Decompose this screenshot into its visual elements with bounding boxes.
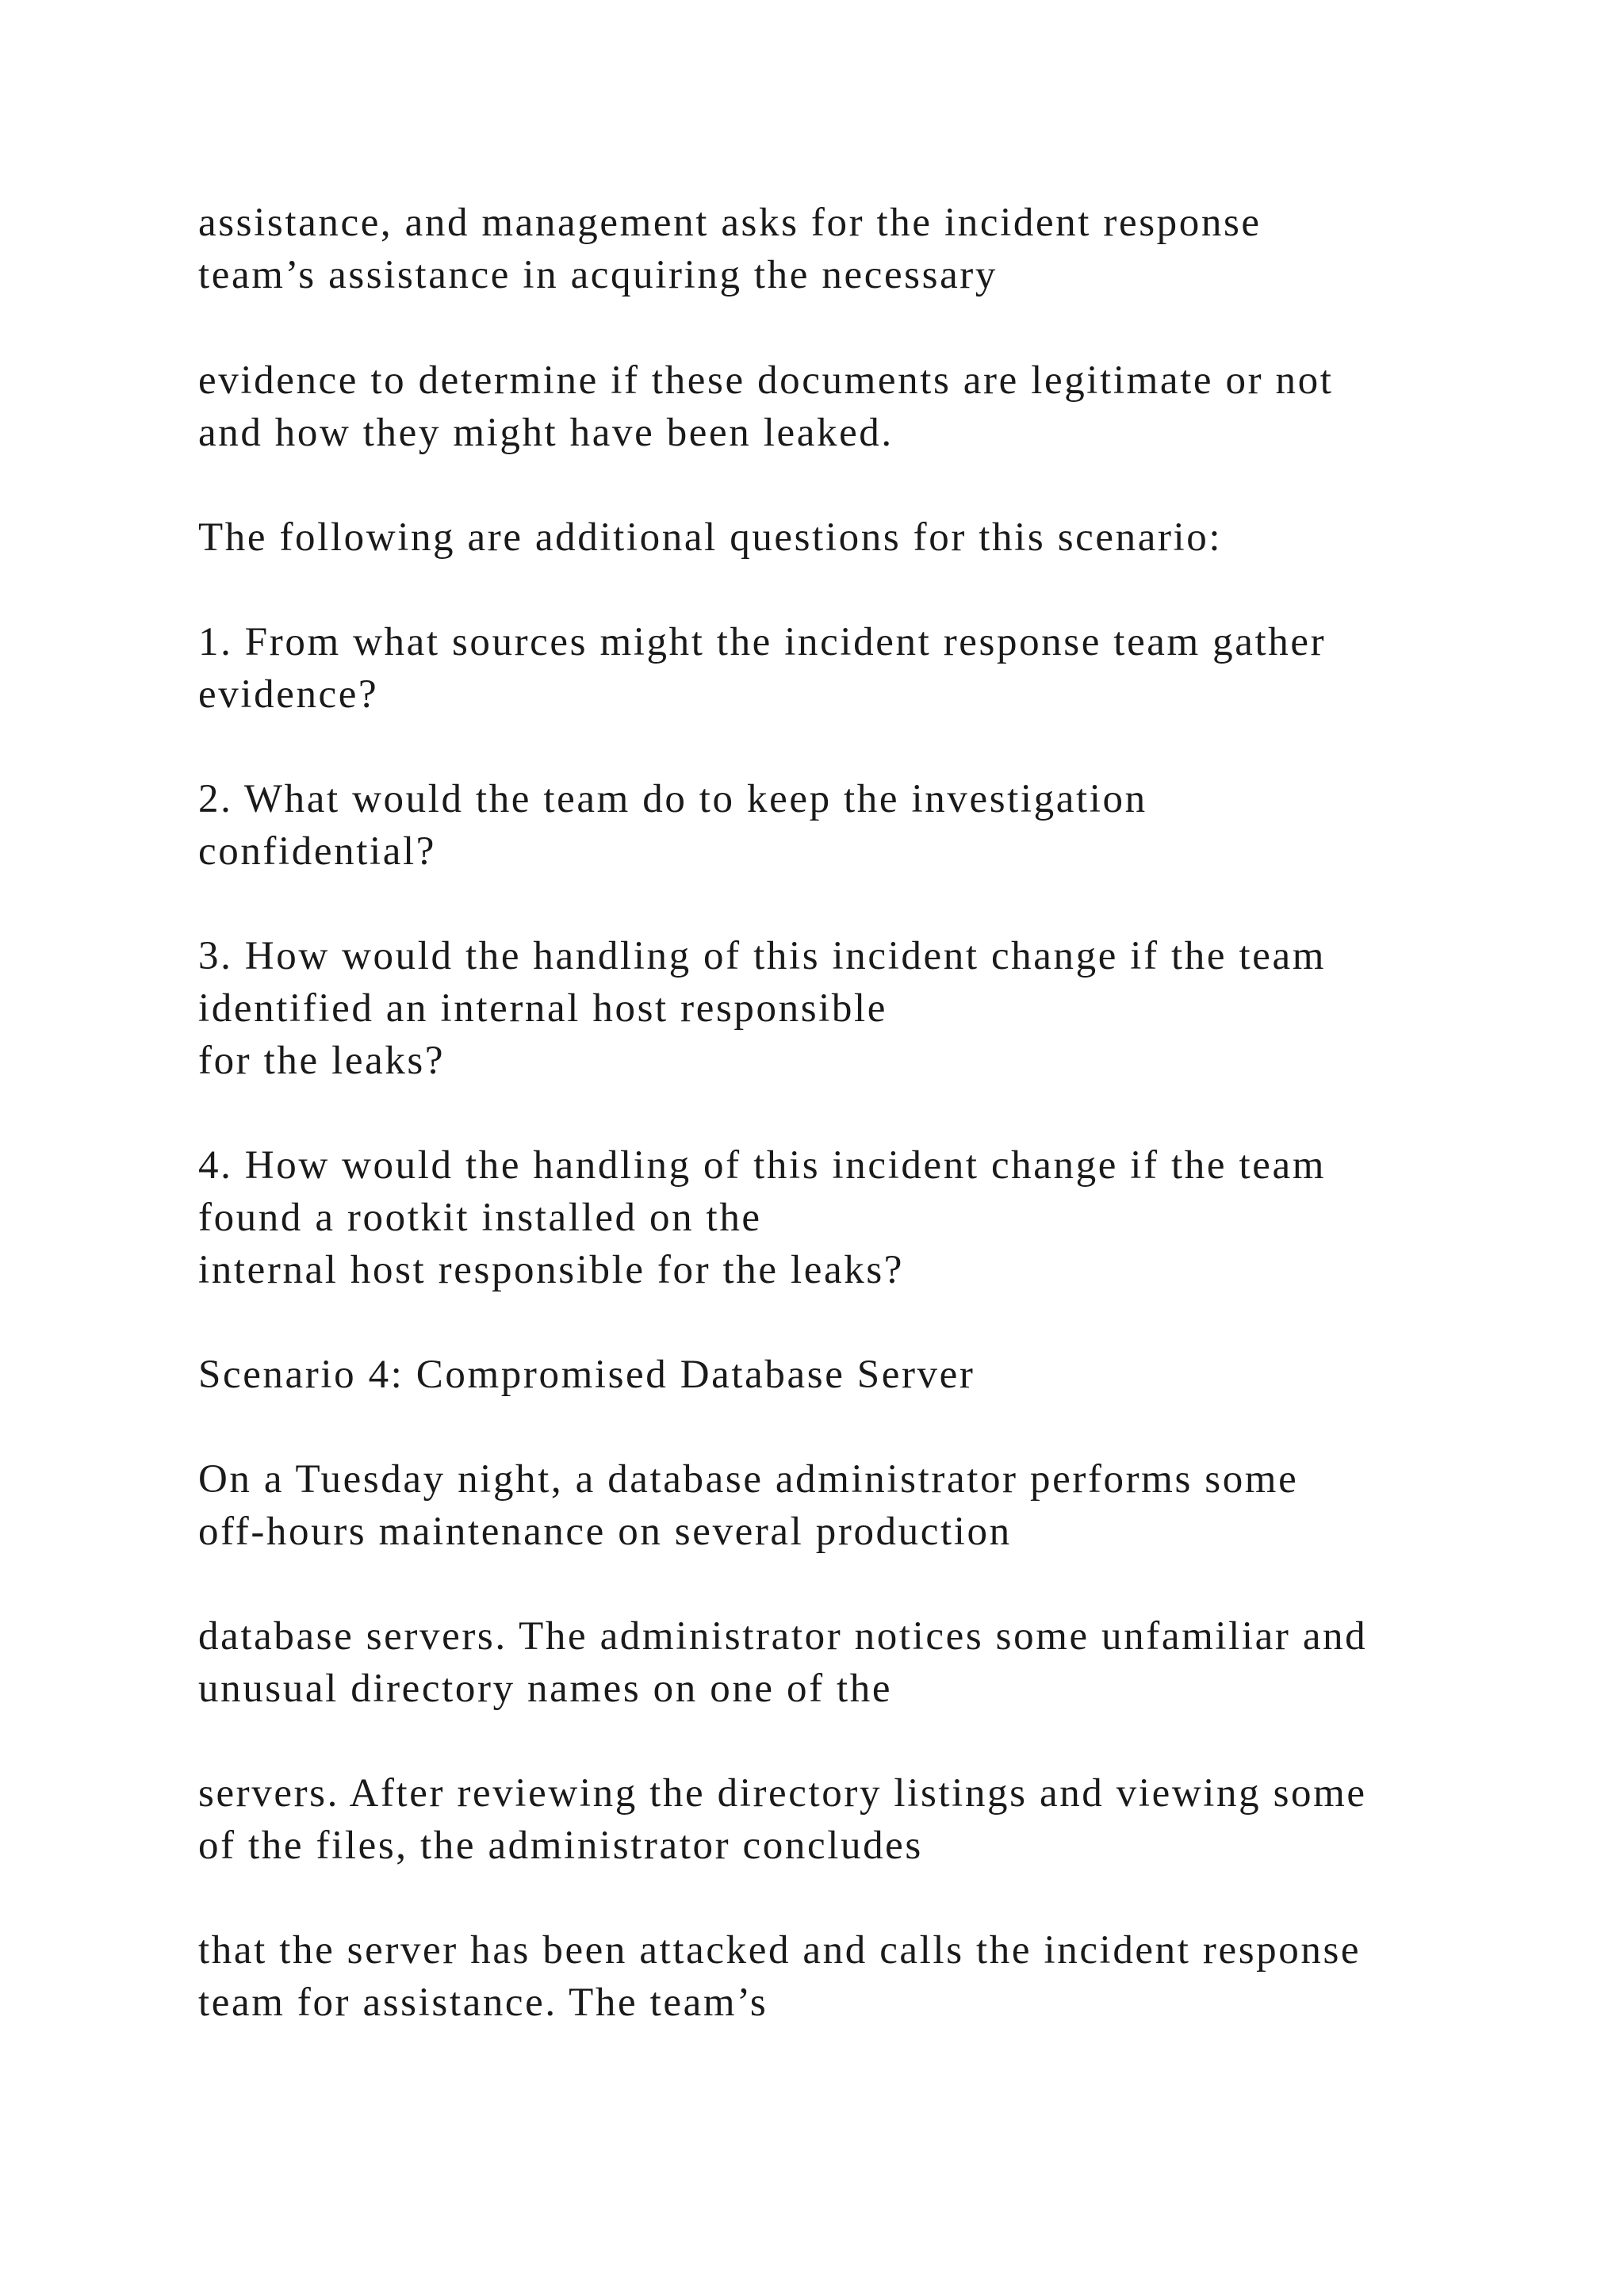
text-line: 1. From what sources might the incident response team gather (198, 620, 1327, 664)
text-line: servers. After reviewing the directory listings and viewing some (198, 1771, 1367, 1816)
text-line: 2. What would the team do to keep the investigation (198, 777, 1147, 821)
text-line: 3. How would the handling of this incident change if the team (198, 934, 1326, 978)
text-line: Scenario 4: Compromised Database Server (198, 1353, 975, 1397)
text-line: database servers. The administrator notices some unfamiliar and (198, 1614, 1368, 1659)
paragraph-tuesday-night (198, 1453, 1546, 1558)
paragraph-server-attacked (198, 1924, 1546, 2029)
text-line: and how they might have been leaked. (198, 411, 894, 455)
text-line: The following are additional questions for this scenario: (198, 515, 1223, 560)
text-line: identified an internal host responsible (198, 986, 888, 1031)
text-line: internal host responsible for the leaks? (198, 1248, 905, 1292)
paragraph-intro-assistance (198, 197, 1546, 301)
text-line: team’s assistance in acquiring the necessary (198, 253, 998, 297)
question-1 (198, 616, 1546, 721)
text-line: found a rootkit installed on the (198, 1196, 762, 1240)
text-line: assistance, and management asks for the incident response (198, 201, 1262, 245)
text-line: off-hours maintenance on several production (198, 1510, 1012, 1554)
scenario-4-heading (198, 1349, 1546, 1401)
question-2 (198, 773, 1546, 878)
paragraph-database-servers (198, 1610, 1546, 1715)
paragraph-additional-questions (198, 511, 1546, 564)
text-line: 4. How would the handling of this incident change if the team (198, 1143, 1326, 1188)
text-line: team for assistance. The team’s (198, 1980, 768, 2025)
text-line: for the leaks? (198, 1039, 446, 1083)
text-line: unusual directory names on one of the (198, 1667, 893, 1711)
question-3 (198, 930, 1546, 1087)
question-4 (198, 1139, 1546, 1296)
text-line: confidential? (198, 829, 437, 874)
paragraph-servers-review (198, 1767, 1546, 1872)
paragraph-evidence (198, 354, 1546, 459)
text-line: evidence? (198, 672, 379, 717)
text-line: that the server has been attacked and calls the incident response (198, 1928, 1362, 1973)
text-line: evidence to determine if these documents are legitimate or not (198, 358, 1334, 403)
text-line: On a Tuesday night, a database administrator performs some (198, 1457, 1299, 1502)
text-line: of the files, the administrator concludes (198, 1823, 923, 1868)
